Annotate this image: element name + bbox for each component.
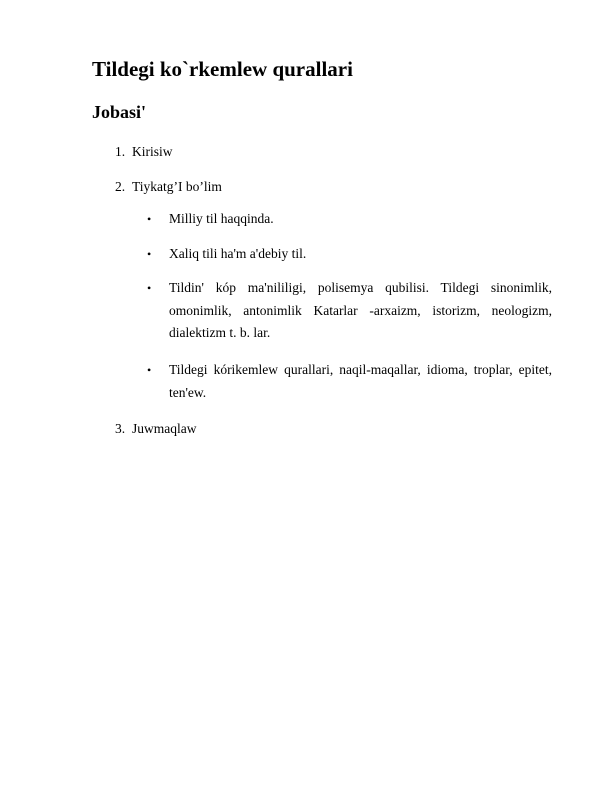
outline-number: 3. [115,421,126,436]
bullet-text: Tildegi kórikemlew qurallari, naqil-maqallar, idioma, troplar, epitet, ten'ew. [169,362,552,400]
bullet-icon: • [147,363,152,377]
bullet-icon: • [147,212,152,226]
bullet-text: Xaliq tili ha'm a'debiy til. [169,246,307,261]
outline-item-2 [115,179,222,195]
bullet-icon: • [147,247,152,261]
bullet-item-1 [147,208,552,231]
bullet-item-4 [147,359,552,404]
bullet-text: Milliy til haqqinda. [169,211,274,226]
outline-number: 1. [115,144,126,159]
bullet-text: Tildin' kóp ma'nililigi, polisemya qubilisi. Tildegi sinonimlik, omonimlik, antonimlik Katarlar -arxaizm, istorizm, neologizm, dialektizm t. b. lar. [169,280,552,340]
bullet-icon: • [147,281,152,295]
outline-number: 2. [115,179,126,194]
outline-label: Tiykatg’I bo’lim [132,179,222,194]
outline-item-1 [115,144,173,160]
document-subtitle: Jobasi' [92,102,147,122]
outline-label: Juwmaqlaw [132,421,197,436]
bullet-item-2 [147,243,552,266]
outline-item-3 [115,421,197,437]
bullet-item-3 [147,277,552,345]
document-title: Tildegi ko`rkemlew qurallari [92,57,353,81]
outline-label: Kirisiw [132,144,173,159]
